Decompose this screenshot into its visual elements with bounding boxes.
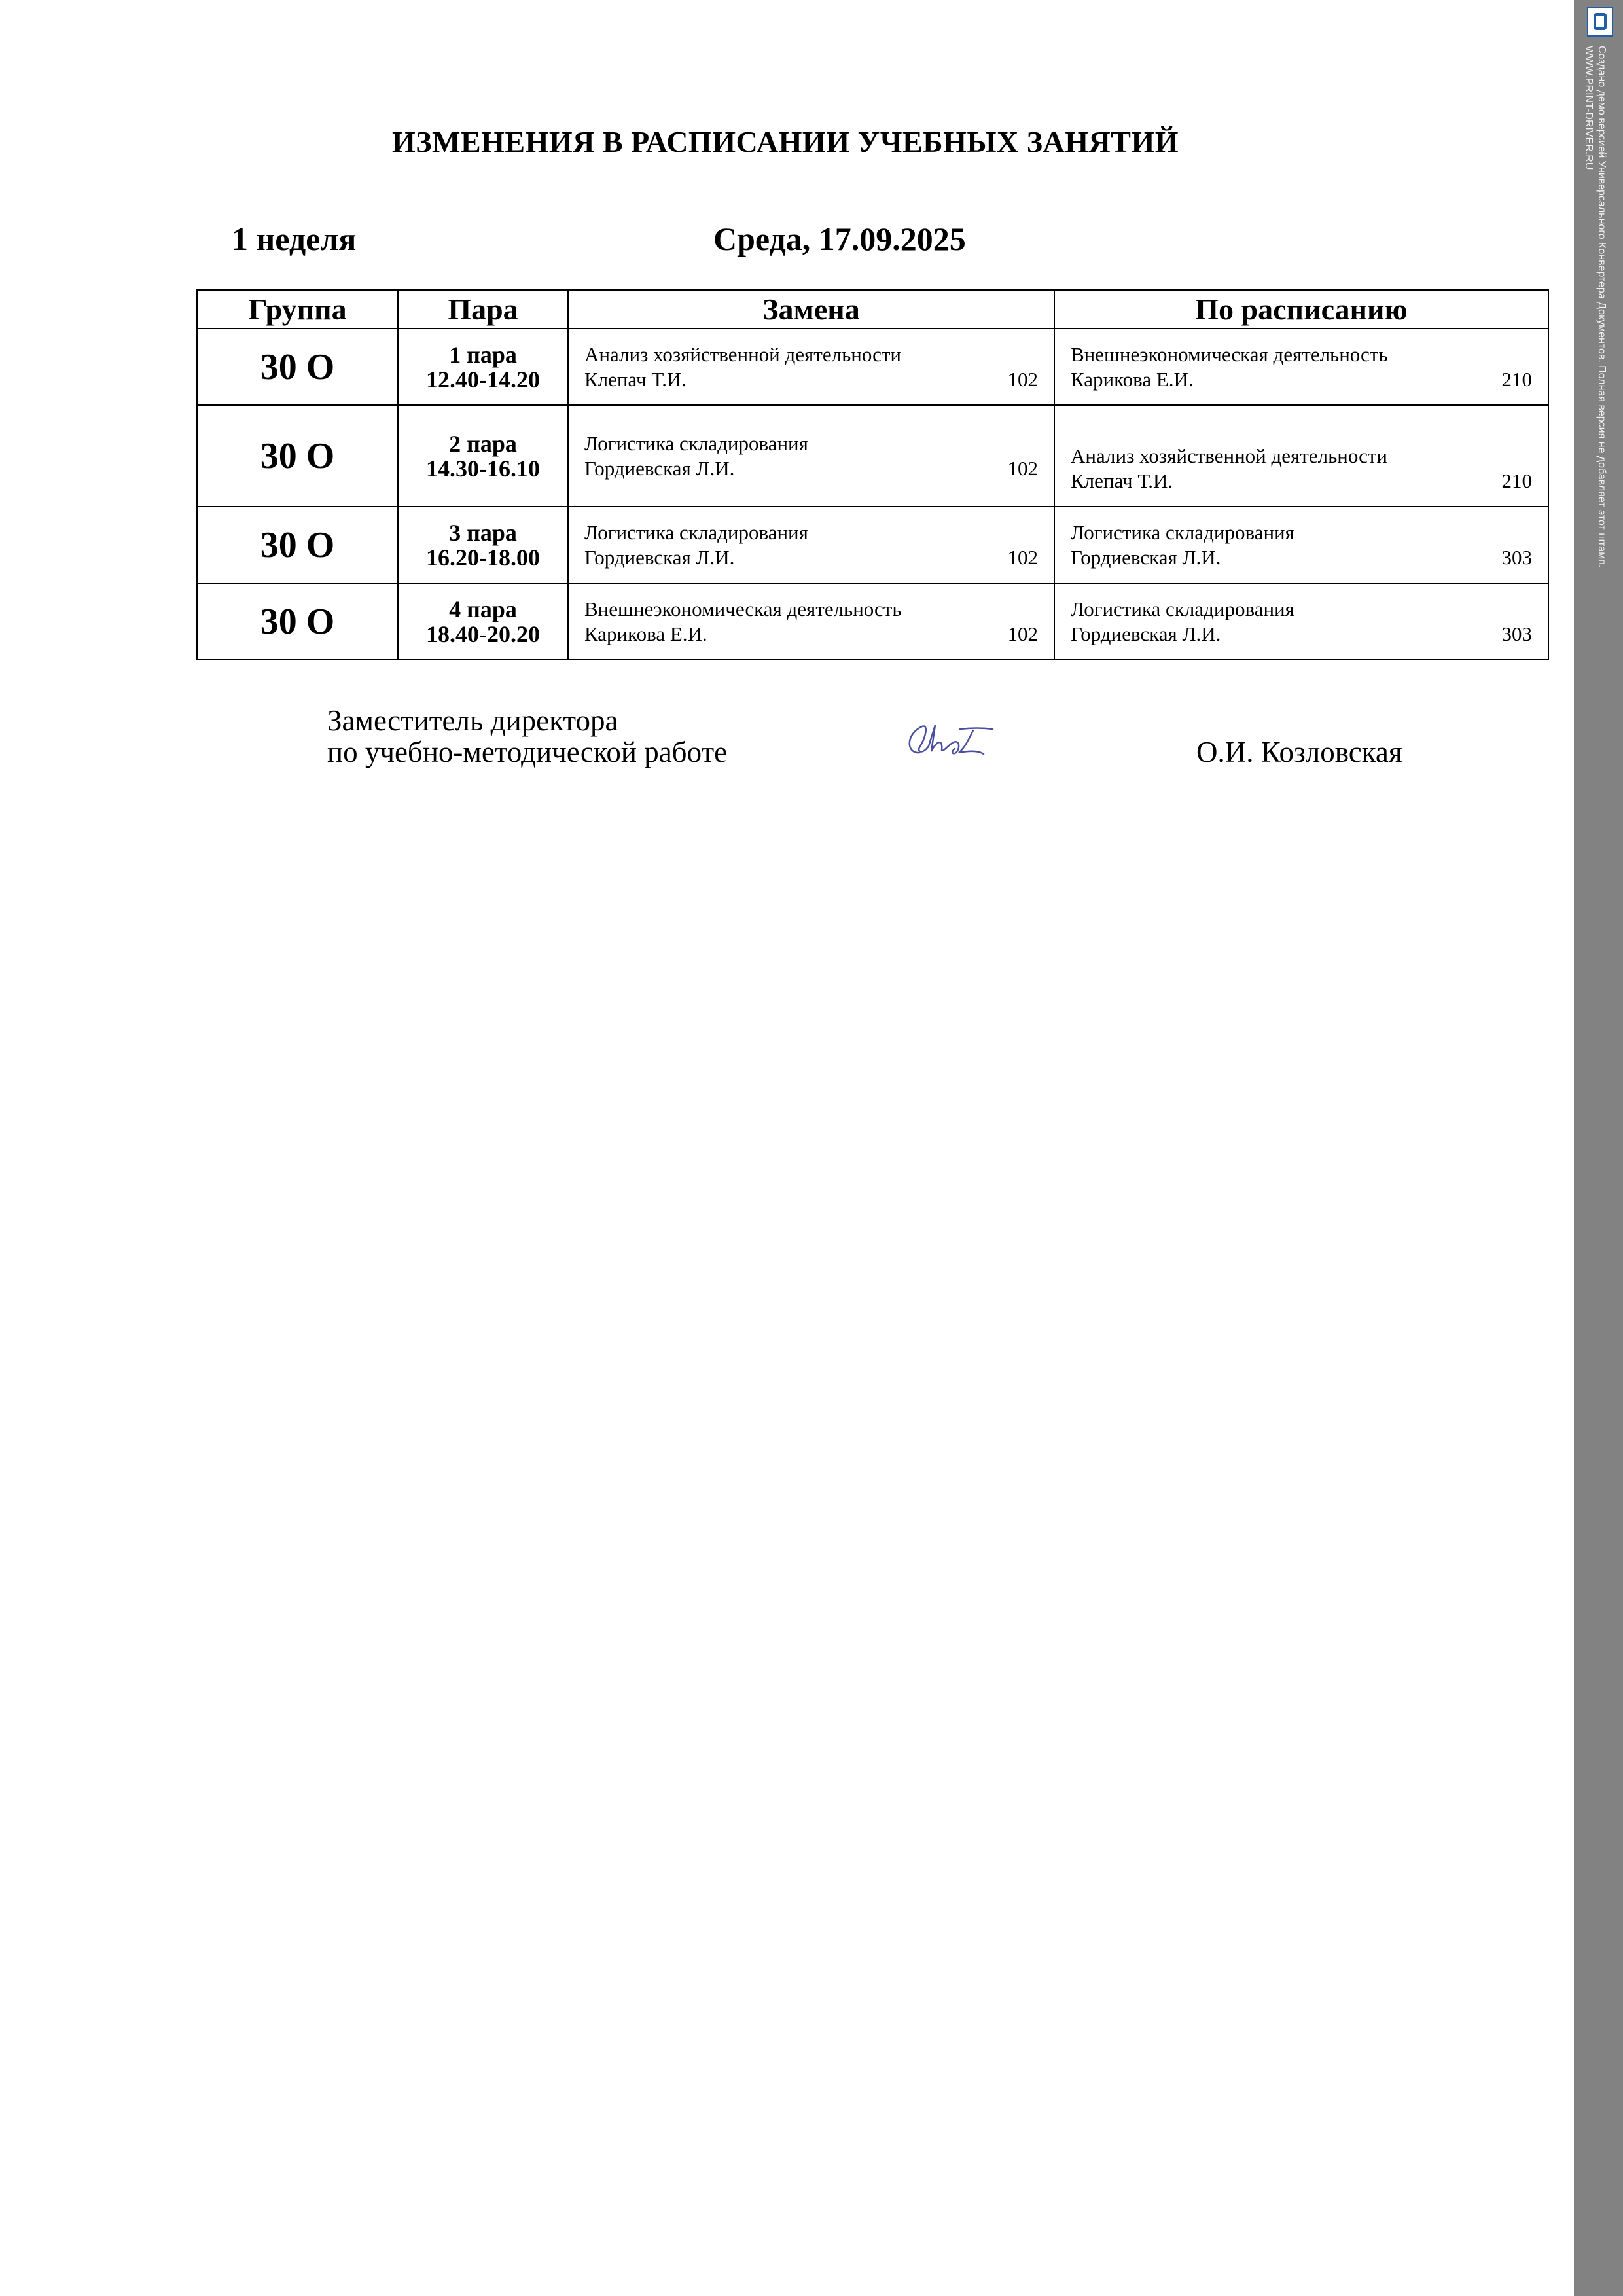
scheduled-teacher: Гордиевская Л.И.	[1071, 545, 1221, 569]
watermark-line2: WWW.PRINT-DRIVER.RU	[1583, 46, 1594, 170]
column-header-scheduled: По расписанию	[1054, 290, 1548, 329]
replacement-subject: Логистика складирования	[584, 520, 808, 544]
scheduled-room: 303	[1501, 622, 1532, 645]
replacement-teacher: Гордиевская Л.И.	[584, 545, 735, 569]
scheduled-subject: Анализ хозяйственной деятельности	[1071, 444, 1387, 467]
replacement-subject: Внешнеэкономическая деятельность	[584, 597, 902, 620]
replacement-cell	[568, 507, 1054, 583]
pair-number: 1 пара	[449, 341, 517, 368]
scheduled-subject: Логистика складирования	[1071, 597, 1294, 620]
pair-cell	[398, 507, 568, 583]
column-header-pair: Пара	[398, 290, 568, 329]
replacement-teacher: Карикова Е.И.	[584, 622, 707, 645]
pair-number: 2 пара	[449, 430, 517, 457]
group-cell: 30 О	[197, 583, 398, 660]
scheduled-room: 303	[1501, 545, 1532, 569]
scheduled-subject: Внешнеэкономическая деятельность	[1071, 342, 1388, 366]
watermark-sidebar	[1574, 0, 1623, 2296]
column-header-group: Группа	[197, 290, 398, 329]
scheduled-cell	[1054, 507, 1548, 583]
scheduled-cell	[1054, 405, 1548, 507]
scheduled-room: 210	[1501, 367, 1532, 391]
replacement-subject: Анализ хозяйственной деятельности	[584, 342, 901, 366]
scheduled-subject: Логистика складирования	[1071, 520, 1294, 544]
replacement-room: 102	[1007, 622, 1038, 645]
signatory-role	[327, 705, 727, 768]
replacement-teacher: Клепач Т.И.	[584, 367, 687, 391]
group-cell: 30 О	[197, 507, 398, 583]
replacement-teacher: Гордиевская Л.И.	[584, 456, 735, 480]
handwritten-signature	[900, 715, 1005, 767]
replacement-cell	[568, 329, 1054, 405]
pair-time: 14.30-16.10	[426, 455, 540, 482]
scheduled-cell	[1054, 583, 1548, 660]
table-row	[197, 405, 1548, 507]
replacement-room: 102	[1007, 456, 1038, 480]
signatory-role-line1: Заместитель директора	[327, 704, 618, 737]
column-header-replacement: Замена	[568, 290, 1054, 329]
group-cell: 30 О	[197, 329, 398, 405]
scheduled-teacher: Карикова Е.И.	[1071, 367, 1194, 391]
pair-time: 12.40-14.20	[426, 366, 540, 393]
replacement-cell	[568, 583, 1054, 660]
schedule-table	[196, 289, 1549, 660]
pair-cell	[398, 329, 568, 405]
group-cell: 30 О	[197, 405, 398, 507]
week-label: 1 неделя	[232, 221, 357, 257]
pair-time: 18.40-20.20	[426, 620, 540, 647]
scheduled-teacher: Гордиевская Л.И.	[1071, 622, 1221, 645]
signatory-name: О.И. Козловская	[1196, 736, 1402, 768]
table-row	[197, 583, 1548, 660]
date-label: Среда, 17.09.2025	[713, 221, 966, 257]
signatory-role-line2: по учебно-методической работе	[327, 736, 728, 768]
scheduled-room: 210	[1501, 469, 1532, 492]
replacement-cell	[568, 405, 1054, 507]
table-row	[197, 507, 1548, 583]
pair-number: 4 пара	[449, 596, 517, 622]
watermark-text	[1582, 46, 1608, 1551]
replacement-room: 102	[1007, 367, 1038, 391]
pair-number: 3 пара	[449, 519, 517, 546]
replacement-room: 102	[1007, 545, 1038, 569]
scheduled-teacher: Клепач Т.И.	[1071, 469, 1173, 492]
replacement-subject: Логистика складирования	[584, 431, 808, 455]
pair-time: 16.20-18.00	[426, 544, 540, 571]
pair-cell	[398, 405, 568, 507]
scheduled-cell	[1054, 329, 1548, 405]
pair-cell	[398, 583, 568, 660]
table-header-row	[197, 290, 1548, 329]
converter-logo-icon	[1587, 7, 1613, 37]
page-title: ИЗМЕНЕНИЯ В РАСПИСАНИИ УЧЕБНЫХ ЗАНЯТИЙ	[391, 125, 1179, 158]
table-row	[197, 329, 1548, 405]
watermark-line1: Создано демо версией Универсального Конвертера Документов. Полная версия не добавляет этот штамп.	[1596, 46, 1607, 568]
